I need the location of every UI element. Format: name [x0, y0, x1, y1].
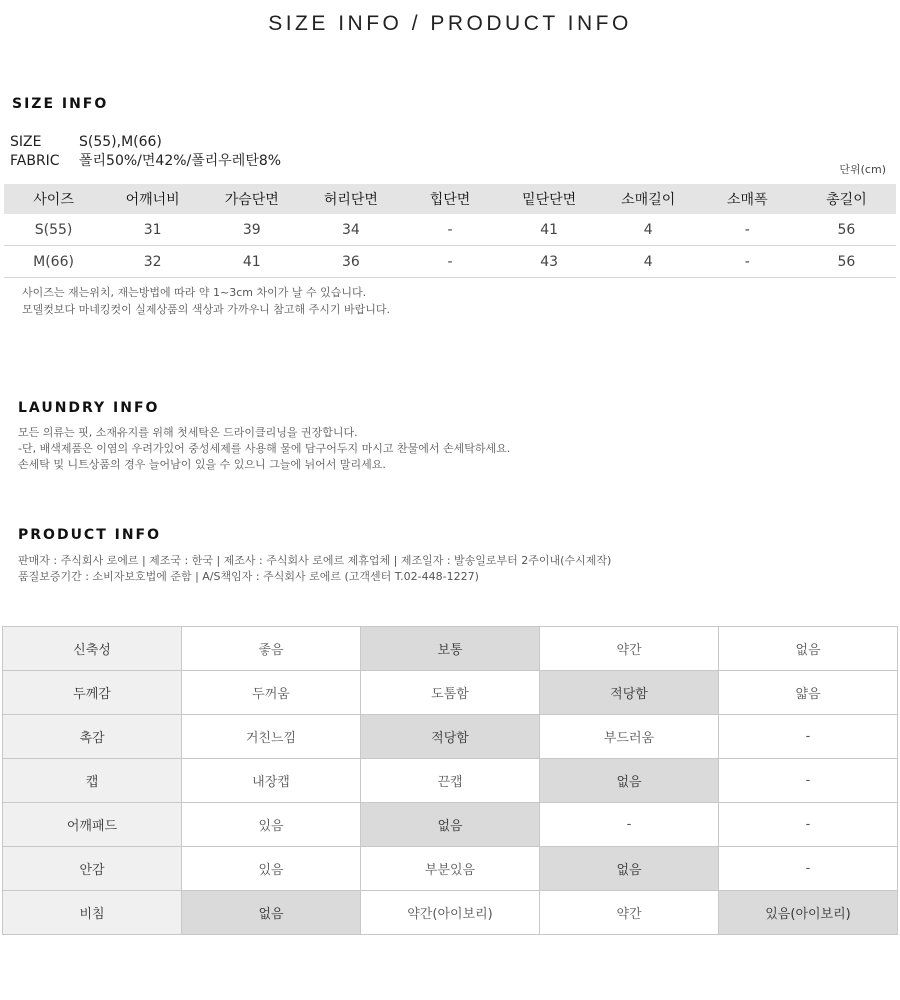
size-table-header: 총길이	[797, 184, 896, 214]
laundry-line: -단, 배색제품은 이염의 우려가있어 중성세제를 사용해 물에 담구어두지 마시고 찬물에서 손세탁하세요.	[18, 442, 511, 455]
property-label: 두께감	[3, 671, 182, 715]
size-table-cell: 32	[103, 246, 202, 278]
size-table-header: 사이즈	[4, 184, 103, 214]
property-label: 안감	[3, 847, 182, 891]
size-note-line: 모델컷보다 마네킹컷이 실제상품의 색상과 가까우니 참고해 주시기 바랍니다.	[22, 303, 391, 316]
table-row	[4, 246, 896, 278]
property-option: 두꺼움	[182, 671, 361, 715]
size-table-cell: 56	[797, 214, 896, 246]
property-option: 도톰함	[361, 671, 540, 715]
property-option: -	[719, 715, 898, 759]
property-table	[2, 626, 898, 935]
size-table-cell: -	[400, 246, 499, 278]
size-table-header: 소매길이	[599, 184, 698, 214]
property-option-selected: 없음	[182, 891, 361, 935]
property-option: -	[719, 847, 898, 891]
size-table-cell: S(55)	[4, 214, 103, 246]
size-table-cell: -	[698, 214, 797, 246]
property-label: 어깨패드	[3, 803, 182, 847]
property-option: -	[719, 759, 898, 803]
property-option-selected: 적당함	[361, 715, 540, 759]
property-row	[3, 891, 898, 935]
property-option: 있음	[182, 803, 361, 847]
size-table-cell: -	[400, 214, 499, 246]
property-option-selected: 있음(아이보리)	[719, 891, 898, 935]
unit-label: 단위(cm)	[839, 163, 886, 176]
property-label: 신축성	[3, 627, 182, 671]
size-table-cell: 31	[103, 214, 202, 246]
size-table-header: 밑단단면	[500, 184, 599, 214]
property-option-selected: 없음	[361, 803, 540, 847]
size-table-cell: 41	[500, 214, 599, 246]
laundry-line: 손세탁 및 니트상품의 경우 늘어남이 있을 수 있으니 그늘에 뉘어서 말리세요.	[18, 458, 386, 471]
property-option: 약간(아이보리)	[361, 891, 540, 935]
size-table-header: 가슴단면	[202, 184, 301, 214]
property-option: 거친느낌	[182, 715, 361, 759]
fabric-value: 폴리50%/면42%/폴리우레탄8%	[79, 153, 282, 169]
size-table-cell: 4	[599, 246, 698, 278]
product-info-text	[18, 553, 611, 585]
size-table-cell: 41	[202, 246, 301, 278]
property-option: 약간	[540, 627, 719, 671]
size-table-header: 힙단면	[400, 184, 499, 214]
property-option-selected: 보통	[361, 627, 540, 671]
laundry-line: 모든 의류는 핏, 소재유지를 위해 첫세탁은 드라이클리닝을 권장합니다.	[18, 426, 358, 439]
product-line: 품질보증기간 : 소비자보호법에 준함 | A/S책임자 : 주식회사 로에르 (고객센터 T.02-448-1227)	[18, 570, 479, 583]
size-table-cell: 36	[301, 246, 400, 278]
product-line: 판매자 : 주식회사 로에르 | 제조국 : 한국 | 제조사 : 주식회사 로에르 제휴업체 | 제조일자 : 발송일로부터 2주이내(수시제작)	[18, 554, 612, 567]
table-row	[4, 214, 896, 246]
property-label: 촉감	[3, 715, 182, 759]
size-table-cell: 43	[500, 246, 599, 278]
property-option: -	[719, 803, 898, 847]
property-option: 없음	[719, 627, 898, 671]
property-option: 약간	[540, 891, 719, 935]
size-info-heading: SIZE INFO	[12, 96, 109, 112]
fabric-spec-row	[10, 150, 281, 170]
property-option: 얇음	[719, 671, 898, 715]
size-table-cell: -	[698, 246, 797, 278]
property-option: 부분있음	[361, 847, 540, 891]
size-spec-row	[10, 134, 162, 150]
size-table-cell: M(66)	[4, 246, 103, 278]
property-row	[3, 803, 898, 847]
property-option: 부드러움	[540, 715, 719, 759]
size-table-cell: 34	[301, 214, 400, 246]
size-table-header: 허리단면	[301, 184, 400, 214]
size-table-header: 어깨너비	[103, 184, 202, 214]
product-info-heading: PRODUCT INFO	[18, 527, 162, 543]
property-row	[3, 847, 898, 891]
property-option-selected: 없음	[540, 759, 719, 803]
property-option: 내장캡	[182, 759, 361, 803]
laundry-info-text	[18, 425, 510, 473]
property-option: -	[540, 803, 719, 847]
size-table	[4, 184, 896, 278]
size-note-line: 사이즈는 재는위치, 재는방법에 따라 약 1~3cm 차이가 날 수 있습니다.	[22, 286, 367, 299]
page-title: SIZE INFO / PRODUCT INFO	[268, 12, 632, 35]
fabric-label: FABRIC	[10, 153, 60, 169]
property-row	[3, 671, 898, 715]
size-table-cell: 39	[202, 214, 301, 246]
property-option: 끈캡	[361, 759, 540, 803]
property-option: 좋음	[182, 627, 361, 671]
size-label: SIZE	[10, 134, 42, 150]
size-table-cell: 4	[599, 214, 698, 246]
property-row	[3, 759, 898, 803]
size-notes	[22, 284, 390, 318]
property-label: 캡	[3, 759, 182, 803]
property-row	[3, 627, 898, 671]
size-table-cell: 56	[797, 246, 896, 278]
size-value: S(55),M(66)	[79, 134, 162, 150]
size-table-header: 소매폭	[698, 184, 797, 214]
property-option: 있음	[182, 847, 361, 891]
property-label: 비침	[3, 891, 182, 935]
property-row	[3, 715, 898, 759]
laundry-info-heading: LAUNDRY INFO	[18, 400, 160, 416]
property-option-selected: 없음	[540, 847, 719, 891]
property-option-selected: 적당함	[540, 671, 719, 715]
